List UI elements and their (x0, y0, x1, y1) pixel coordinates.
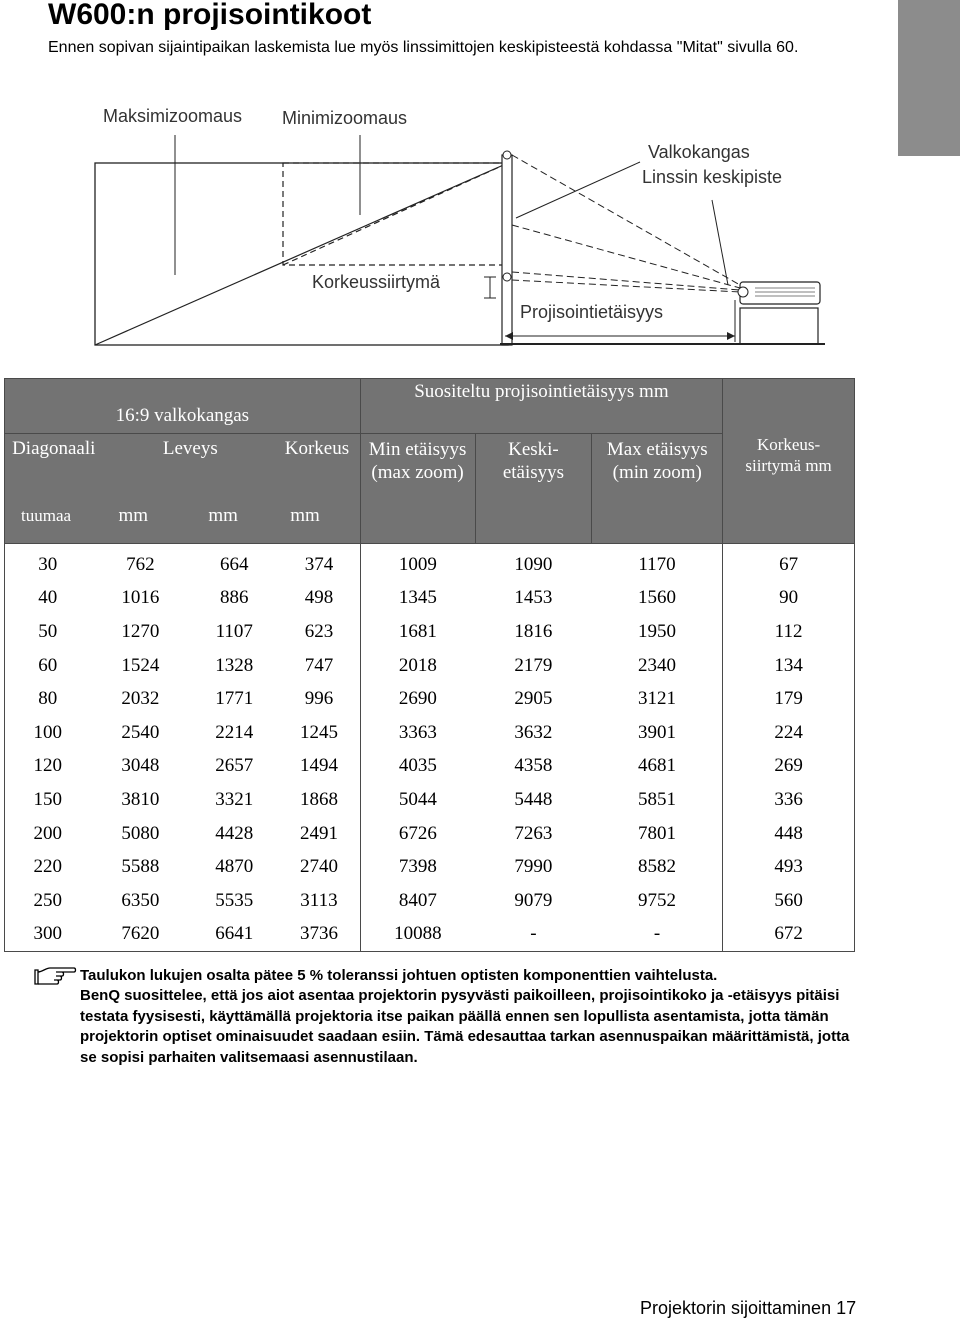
table-cell: 3113 (278, 884, 360, 918)
screen-label: Valkokangas (648, 142, 750, 162)
header-mid-distance: Keski- etäisyys (475, 434, 592, 544)
header-min-distance: Min etäisyys (max zoom) (360, 434, 475, 544)
table-row (5, 649, 855, 683)
lens-center-label: Linssin keskipiste (642, 167, 783, 187)
note-line-2: BenQ suosittelee, että jos aiot asentaa projektorin pysyvästi paikoilleen, projisointikoko ja -etäisyys pitäisi testata fyysisesti, käyttämällä projektoria itse paikan päällä ennen sen lopullista asentamista, jotta tämän projektorin optiset ominaisuudet saadaan esiin. Tämä edesauttaa tarkan asennuspaikan määrittämistä, jotta se sopisi parhaiten valitsemaasi asennustilaan. (80, 987, 850, 1066)
table-cell: 623 (278, 615, 360, 649)
table-cell: 747 (278, 649, 360, 683)
table-cell: 2905 (514, 688, 553, 710)
table-row (5, 817, 855, 851)
pointing-hand-icon (32, 964, 78, 988)
table-cell: 2657 (215, 755, 254, 777)
table-cell: 1107 (215, 620, 253, 642)
header-distance-group: Suositeltu projisointietäisyys mm (360, 379, 722, 434)
table-row (5, 783, 855, 817)
table-cell: 3048 (121, 755, 160, 777)
page-footer: Projektorin sijoittaminen 17 (640, 1298, 857, 1318)
table-cell: 1090 (514, 553, 553, 575)
table-row (5, 544, 855, 582)
table-cell: 60 (38, 654, 58, 676)
table-cell: 4035 (398, 755, 437, 777)
table-cell: 1771 (215, 688, 254, 710)
table-row (5, 582, 855, 616)
table-cell: 150 (33, 788, 62, 810)
table-cell: 3901 (592, 716, 723, 750)
table-cell: 1016 (121, 587, 160, 609)
table-cell: 112 (774, 620, 803, 642)
distance-label: Projisointietäisyys (520, 302, 664, 322)
table-cell: 200 (33, 822, 62, 844)
table-row (5, 918, 855, 952)
table-cell: 2179 (514, 654, 553, 676)
table-cell: 2540 (121, 721, 160, 743)
table-cell: 9079 (514, 889, 553, 911)
table-cell: 1494 (278, 750, 360, 784)
note-text (80, 966, 850, 1068)
unit-mm-height: mm (278, 490, 360, 544)
table-cell: 1270 (121, 620, 160, 642)
table-cell: 6726 (398, 822, 437, 844)
header-height: Korkeus (278, 434, 360, 490)
unit-inch: tuumaa (5, 490, 91, 544)
table-cell: 1681 (398, 620, 437, 642)
table-cell: 336 (774, 788, 803, 810)
table-cell: 1950 (592, 615, 723, 649)
table-row (5, 750, 855, 784)
table-cell: 134 (774, 654, 803, 676)
table-cell: 5851 (592, 783, 723, 817)
table-cell: 3363 (398, 721, 437, 743)
table-cell: 3810 (121, 788, 160, 810)
table-cell: 5448 (514, 788, 553, 810)
header-screen-group: 16:9 valkokangas (5, 379, 361, 434)
header-width-label: Leveys (190, 434, 278, 490)
unit-mm-width: mm (190, 490, 278, 544)
table-cell: 5044 (398, 788, 437, 810)
table-row (5, 615, 855, 649)
table-cell: 1868 (278, 783, 360, 817)
table-cell: 2214 (215, 721, 254, 743)
table-cell: 80 (38, 688, 58, 710)
table-cell: 996 (278, 682, 360, 716)
table-cell: 1816 (514, 620, 553, 642)
table-cell: 250 (33, 889, 62, 911)
table-cell: 762 (126, 553, 155, 575)
table-cell: 220 (33, 856, 62, 878)
projection-size-table (4, 378, 855, 952)
table-cell: - (592, 918, 723, 952)
table-cell: 10088 (394, 923, 442, 945)
max-zoom-label: Maksimizoomaus (103, 106, 243, 126)
table-cell: 560 (774, 889, 803, 911)
table-cell: 1345 (398, 587, 437, 609)
table-cell: 7801 (592, 817, 723, 851)
table-cell: 30 (38, 553, 58, 575)
table-cell: 9752 (592, 884, 723, 918)
table-cell: 7263 (514, 822, 553, 844)
table-cell: 5080 (121, 822, 160, 844)
table-cell: 1453 (514, 587, 553, 609)
table-cell: 1524 (121, 654, 160, 676)
table-cell: 4358 (514, 755, 553, 777)
table-cell: 664 (220, 553, 249, 575)
table-cell: 120 (33, 755, 62, 777)
table-cell: 7990 (514, 856, 553, 878)
note-line-1: Taulukon lukujen osalta pätee 5 % toleranssi johtuen optisten komponenttien vaihtelusta. (80, 967, 718, 984)
table-cell: 5588 (121, 856, 160, 878)
table-cell: 2690 (398, 688, 437, 710)
table-cell: 374 (278, 544, 360, 582)
table-body (5, 544, 855, 952)
table-cell: 90 (779, 587, 799, 609)
min-zoom-label: Minimizoomaus (282, 108, 408, 128)
table-row (5, 682, 855, 716)
table-cell: 5535 (215, 889, 254, 911)
table-cell: 1245 (278, 716, 360, 750)
header-offset: Korkeus- siirtymä mm (723, 379, 855, 544)
table-cell: 3121 (592, 682, 723, 716)
table-cell: 2032 (121, 688, 160, 710)
table-cell: 2018 (398, 654, 437, 676)
table-cell: 67 (779, 553, 799, 575)
table-cell: 4428 (215, 822, 254, 844)
table-cell: 269 (774, 755, 803, 777)
table-cell: 300 (33, 923, 62, 945)
table-cell: 7398 (398, 856, 437, 878)
table-cell: 6641 (215, 923, 254, 945)
table-row (5, 850, 855, 884)
header-max-distance: Max etäisyys (min zoom) (592, 434, 723, 544)
table-cell: 40 (38, 587, 58, 609)
table-cell: 8582 (592, 850, 723, 884)
table-cell: 1328 (215, 654, 254, 676)
table-cell: 1560 (592, 582, 723, 616)
projection-diagram (0, 0, 960, 360)
table-cell: 3321 (215, 788, 254, 810)
table-cell: 1009 (398, 553, 437, 575)
table-row (5, 716, 855, 750)
table-cell: 498 (278, 582, 360, 616)
table-cell: 100 (33, 721, 62, 743)
page-title: W600:n projisointikoot (48, 0, 372, 31)
table-cell: 6350 (121, 889, 160, 911)
table-cell: 3736 (278, 918, 360, 952)
table-cell: 448 (774, 822, 803, 844)
header-diagonal: Diagonaali (5, 434, 91, 490)
table-cell: 493 (774, 856, 803, 878)
offset-label: Korkeussiirtymä (312, 272, 441, 292)
table-cell: 4870 (215, 856, 254, 878)
table-cell: 1170 (592, 544, 723, 582)
table-cell: 179 (774, 688, 803, 710)
table-cell: 4681 (592, 750, 723, 784)
intro-text: Ennen sopivan sijaintipaikan laskemista lue myös linssimittojen keskipisteestä kohdassa "Mitat" sivulla 60. (48, 39, 799, 56)
table-cell: 224 (774, 721, 803, 743)
table-cell: 2740 (278, 850, 360, 884)
table-cell: 2491 (278, 817, 360, 851)
table-cell: - (530, 923, 537, 945)
table-cell: 50 (38, 620, 58, 642)
unit-mm-diagonal: mm (90, 490, 190, 544)
table-cell: 886 (220, 587, 249, 609)
table-row (5, 884, 855, 918)
table-cell: 3632 (514, 721, 553, 743)
table-cell: 2340 (592, 649, 723, 683)
table-cell: 7620 (121, 923, 160, 945)
table-cell: 8407 (398, 889, 437, 911)
table-cell: 672 (774, 923, 803, 945)
